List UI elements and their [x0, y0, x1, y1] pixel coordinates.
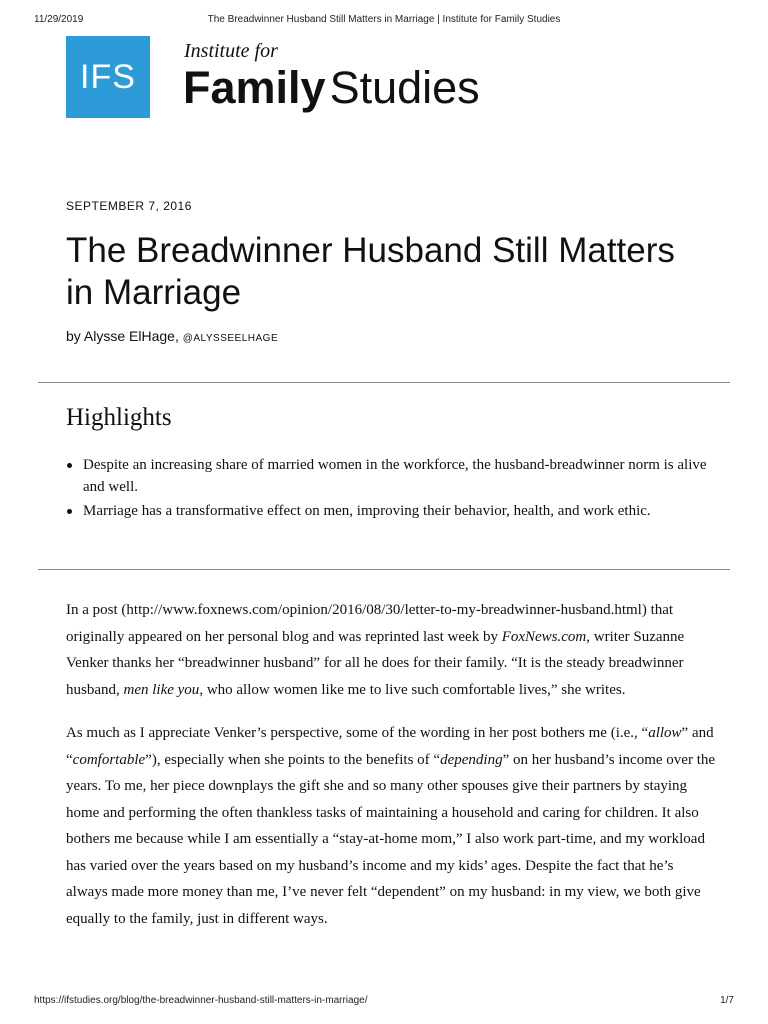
print-header	[34, 14, 734, 30]
p2-text-e: ”), especially when she points to the benefits of “	[145, 751, 441, 768]
page-number: 1/7	[720, 995, 734, 1006]
divider-top	[38, 382, 730, 383]
logo-box-text: IFS	[80, 57, 136, 96]
paragraph-2	[66, 720, 716, 932]
p1-text-a: In a post (http://www.foxnews.com/opinion/2016/08/30/letter-to-my-breadwinner-husband.html) that originally appeared on her personal blog and was reprinted last week by	[66, 602, 674, 645]
p2-text-a: As much as I appreciate Venker’s perspective, some of the wording in her post bothers me (i.e., “	[66, 725, 649, 741]
p1-text-c: , writer Suzanne Venker thanks her “breadwinner husband” for all he does for their family. “It is the steady breadwinner husband,	[66, 628, 685, 698]
p2-text-g: ” on her husband’s income over the years. To me, her piece downplays the gift she and so many other spouses give their partners by staying home and performing the often thankless tasks of maintaining a household and caring for children. It also bothers me because while I am essentially a “stay-at-home mom,” I also work part-time, and my workload has varied over the years based on my husband’s income and my kids’ ages. Despite the fact that he’s always made more money than me, I’ve never felt “dependent” on my husband: in my view, we both give equally to the family, just in different ways.	[66, 751, 716, 927]
p2-emphasis-depending: depending	[440, 751, 503, 768]
foxnews-link[interactable]: FoxNews.com	[501, 628, 587, 645]
divider-bottom	[38, 569, 730, 570]
highlight-item: Marriage has a transformative effect on men, improving their behavior, health, and work ethic.	[66, 500, 716, 522]
p1-text-e: , who allow women like me to live such comfortable lives,” she writes.	[199, 681, 626, 698]
byline	[66, 328, 278, 344]
logo-line-institute: Institute for	[184, 40, 278, 62]
article-body	[66, 597, 716, 949]
logo-word-studies: Studies	[329, 62, 480, 113]
p2-emphasis-comfortable: comfortable	[72, 751, 146, 768]
highlights-heading: Highlights	[66, 404, 172, 431]
logo-wordmark[interactable]	[183, 62, 480, 114]
p2-emphasis-allow: allow	[648, 725, 682, 741]
paragraph-1	[66, 597, 716, 703]
publish-date: SEPTEMBER 7, 2016	[66, 199, 192, 213]
p1-emphasis: men like you	[123, 681, 200, 698]
logo-word-family: Family	[183, 62, 326, 113]
author-twitter-link[interactable]: @ALYSSEELHAGE	[182, 333, 279, 344]
ifs-logo-icon[interactable]	[66, 36, 150, 118]
print-page-title: The Breadwinner Husband Still Matters in Marriage | Institute for Family Studies	[207, 14, 561, 25]
byline-author: by Alysse ElHage,	[66, 328, 179, 344]
print-footer	[34, 995, 734, 1011]
p2-text-c: ” and “	[66, 725, 714, 768]
print-date: 11/29/2019	[34, 14, 84, 25]
highlight-item: Despite an increasing share of married women in the workforce, the husband-breadwinner norm is alive and well.	[66, 454, 716, 498]
print-url[interactable]: https://ifstudies.org/blog/the-breadwinner-husband-still-matters-in-marriage/	[34, 995, 368, 1006]
article-title: The Breadwinner Husband Still Matters in Marriage	[66, 231, 675, 312]
highlights-list	[66, 454, 716, 524]
